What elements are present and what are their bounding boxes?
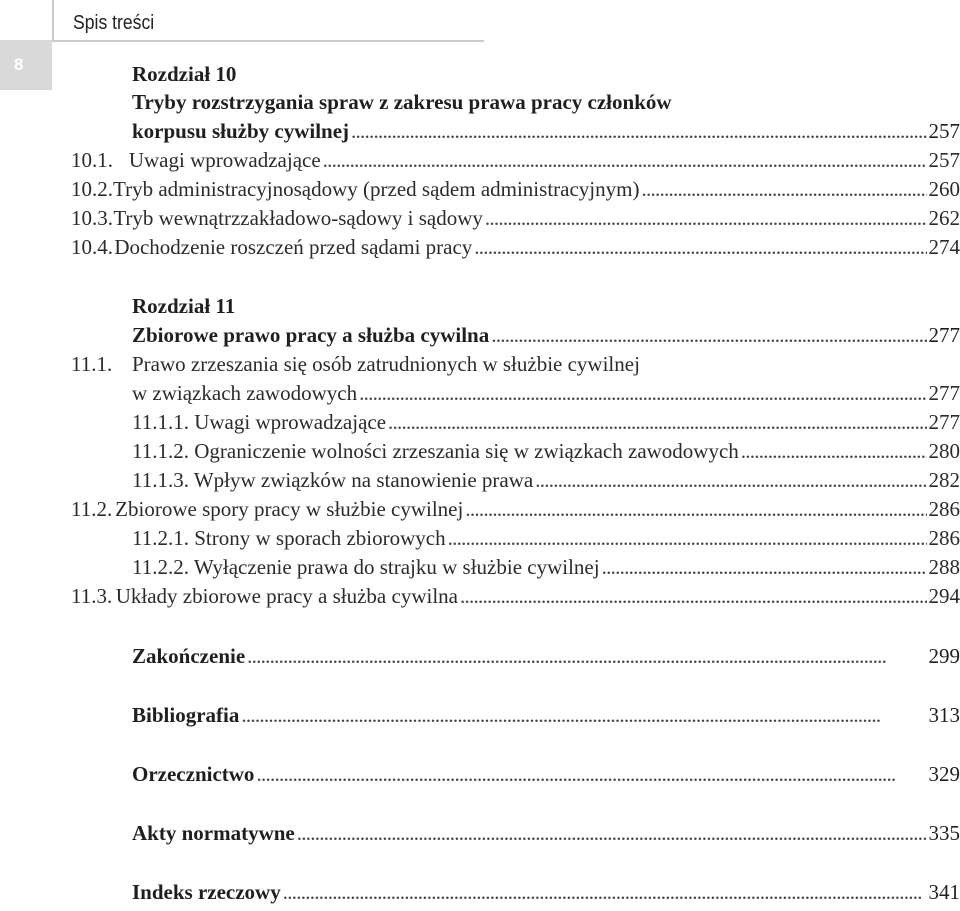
header-vertical-rule	[52, 0, 54, 40]
toc-chapter-11-title[interactable]: Zbiorowe prawo pracy a służba cywilna . . . 277	[132, 321, 960, 349]
toc-chapter-11-label: Rozdział 11	[132, 294, 236, 318]
toc-entry[interactable]: 11.3. Układy zbiorowe pracy a służba cywilna . . . 294	[71, 582, 960, 610]
toc-legal-acts[interactable]: Akty normatywne . . . 335	[132, 819, 960, 847]
toc-case-law[interactable]: Orzecznictwo . . . 329	[132, 760, 960, 788]
toc-entry[interactable]: 11.1. Prawo zrzeszania się osób zatrudnionych w służbie cywilnej	[71, 352, 640, 376]
toc-chapter-10-title: Tryby rozstrzygania spraw z zakresu prawa pracy członków	[132, 90, 672, 114]
toc-entry[interactable]: 11.1.1. Uwagi wprowadzające . . . 277	[132, 408, 960, 436]
toc-entry[interactable]: 10.3. Tryb wewnątrzzakładowo-sądowy i sądowy . . . 262	[71, 204, 960, 232]
header-horizontal-rule	[52, 40, 484, 42]
toc-bibliography[interactable]: Bibliografia . . . 313	[132, 701, 960, 729]
toc-conclusion[interactable]: Zakończenie . . . 299	[132, 642, 960, 670]
toc-entry[interactable]: 11.2. Zbiorowe spory pracy w służbie cywilnej . . . 286	[71, 495, 960, 523]
toc-chapter-10-label: Rozdział 10	[132, 62, 237, 86]
toc-entry[interactable]: 11.1.3. Wpływ związków na stanowienie prawa . . . 282	[132, 466, 960, 494]
page-number: 8	[14, 55, 24, 74]
page-number-tab	[0, 40, 52, 90]
toc-entry[interactable]: 10.1. Uwagi wprowadzające . . . 257	[71, 146, 960, 174]
toc-entry[interactable]: 11.2.2. Wyłączenie prawa do strajku w służbie cywilnej . . . 288	[132, 553, 960, 581]
toc-chapter-10-title-cont[interactable]: korpusu służby cywilnej . . . 257	[132, 117, 960, 145]
toc-entry-cont[interactable]: w związkach zawodowych . . . 277	[132, 379, 960, 407]
toc-entry[interactable]: 11.2.1. Strony w sporach zbiorowych . . . 286	[132, 524, 960, 552]
toc-subject-index[interactable]: Indeks rzeczowy . . . 341	[132, 878, 960, 906]
toc-entry[interactable]: 10.4. Dochodzenie roszczeń przed sądami pracy . . . 274	[71, 233, 960, 261]
toc-entry[interactable]: 11.1.2. Ograniczenie wolności zrzeszania się w związkach zawodowych . . . 280	[132, 437, 960, 465]
toc-entry[interactable]: 10.2. Tryb administracyjnosądowy (przed sądem administracyjnym) . . . 260	[71, 175, 960, 203]
running-header-title: Spis treści	[73, 12, 155, 34]
